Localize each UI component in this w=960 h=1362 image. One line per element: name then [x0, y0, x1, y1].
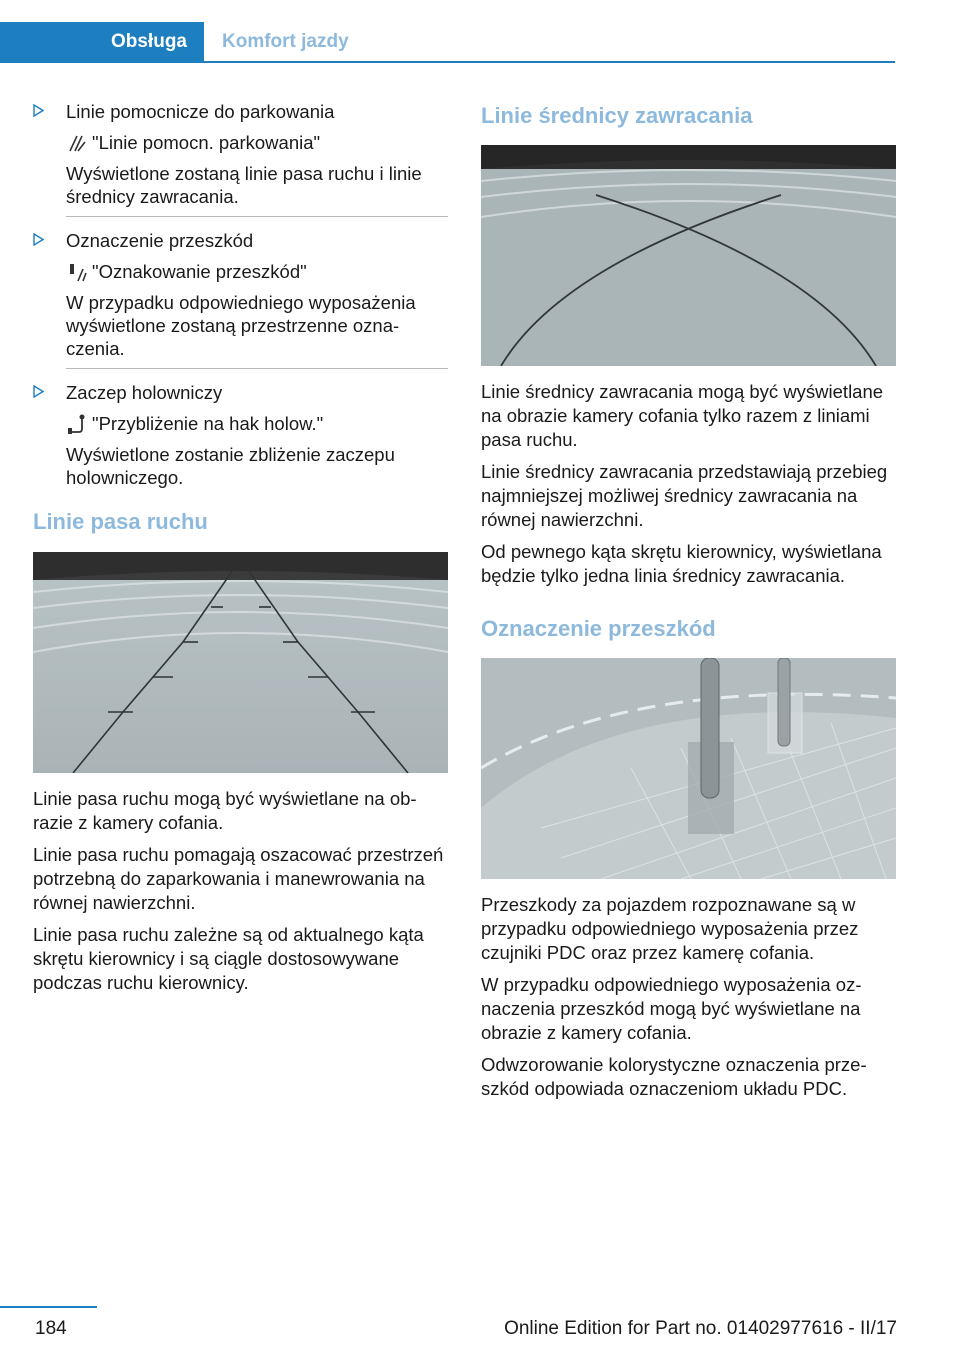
obstacle-marking-icon [66, 261, 88, 283]
tab-komfort-jazdy[interactable]: Komfort jazdy [222, 31, 349, 52]
page-number: 184 [35, 1318, 67, 1339]
item-description: Wyświetlone zostanie zbliżenie zaczepu holowniczego. [66, 444, 395, 488]
list-item-obstacle-marking [33, 229, 448, 369]
paragraph: Odwzorowanie kolorystyczne oznaczenia przeszkód odpowiada oznaczeniom układu PDC. [481, 1054, 867, 1099]
edition-info: Online Edition for Part no. 01402977616 - II/17 [504, 1318, 897, 1339]
divider [66, 368, 448, 369]
obstacle-marking-text [481, 893, 896, 1101]
header-divider [0, 61, 895, 63]
footer-divider [0, 1306, 97, 1308]
paragraph: Przeszkody za pojazdem rozpoznawane są w przypadku odpowiedniego wyposażenia przez czujniki PDC oraz przez kamerę cofania. [481, 894, 859, 963]
bullet-triangle-icon [33, 233, 44, 246]
right-column [481, 100, 896, 1109]
header-tabs [0, 22, 960, 62]
menu-option[interactable]: "Oznakowanie przeszkód" [92, 261, 307, 282]
section-title-turning-circle: Linie średnicy zawracania [481, 103, 753, 128]
item-description: Wyświetlone zostaną linie pasa ruchu i linie średnicy zawracania. [66, 163, 422, 207]
left-column [33, 100, 448, 1003]
lane-lines-figure [33, 552, 448, 773]
item-title: Oznaczenie przeszkód [66, 230, 254, 251]
bullet-triangle-icon [33, 104, 44, 117]
paragraph: Linie pasa ruchu pomagają oszacować przestrzeń potrzebną do zaparkowania i manewrowania na równej nawierzchni. [33, 844, 444, 913]
tow-hitch-icon [66, 413, 88, 435]
menu-option[interactable]: "Linie pomocn. parkowania" [92, 132, 321, 153]
section-title-obstacle-marking: Oznaczenie przeszkód [481, 616, 716, 641]
paragraph: Od pewnego kąta skrętu kierownicy, wyświetlana będzie tylko jedna linia średnicy zawracania. [481, 541, 882, 586]
section-title-lane-lines: Linie pasa ruchu [33, 509, 208, 534]
item-title: Zaczep holowniczy [66, 382, 223, 403]
paragraph: Linie pasa ruchu mogą być wyświetlane na obrazie z kamery cofania. [33, 788, 417, 833]
turning-circle-figure [481, 145, 896, 366]
list-item-tow-hitch [33, 381, 448, 489]
paragraph: W przypadku odpowiedniego wyposażenia oznaczenia przeszkód mogą być wyświetlane na obrazie z kamery cofania. [481, 974, 862, 1043]
parking-lines-icon [66, 132, 88, 154]
paragraph: Linie pasa ruchu zależne są od aktualnego kąta skrętu kierownicy i są ciągle dostosowywane podczas ruchu kierownicy. [33, 924, 424, 993]
obstacle-marking-figure [481, 658, 896, 879]
list-item-parking-lines [33, 100, 448, 217]
item-description: W przypadku odpowiedniego wyposażenia wyświetlone zostaną przestrzenne oznaczenia. [66, 292, 416, 359]
item-title: Linie pomocnicze do parkowania [66, 101, 335, 122]
bullet-triangle-icon [33, 385, 44, 398]
tab-obsluga[interactable]: Obsługa [0, 22, 204, 62]
divider [66, 216, 448, 217]
paragraph: Linie średnicy zawracania przedstawiają przebieg najmniejszej możliwej średnicy zawracania na równej nawierzchni. [481, 461, 888, 530]
lane-lines-text [33, 787, 448, 995]
turning-circle-text [481, 380, 896, 588]
paragraph: Linie średnicy zawracania mogą być wyświetlane na obrazie kamery cofania tylko razem z liniami pasa ruchu. [481, 381, 884, 450]
menu-option[interactable]: "Przybliżenie na hak holow." [92, 413, 324, 434]
